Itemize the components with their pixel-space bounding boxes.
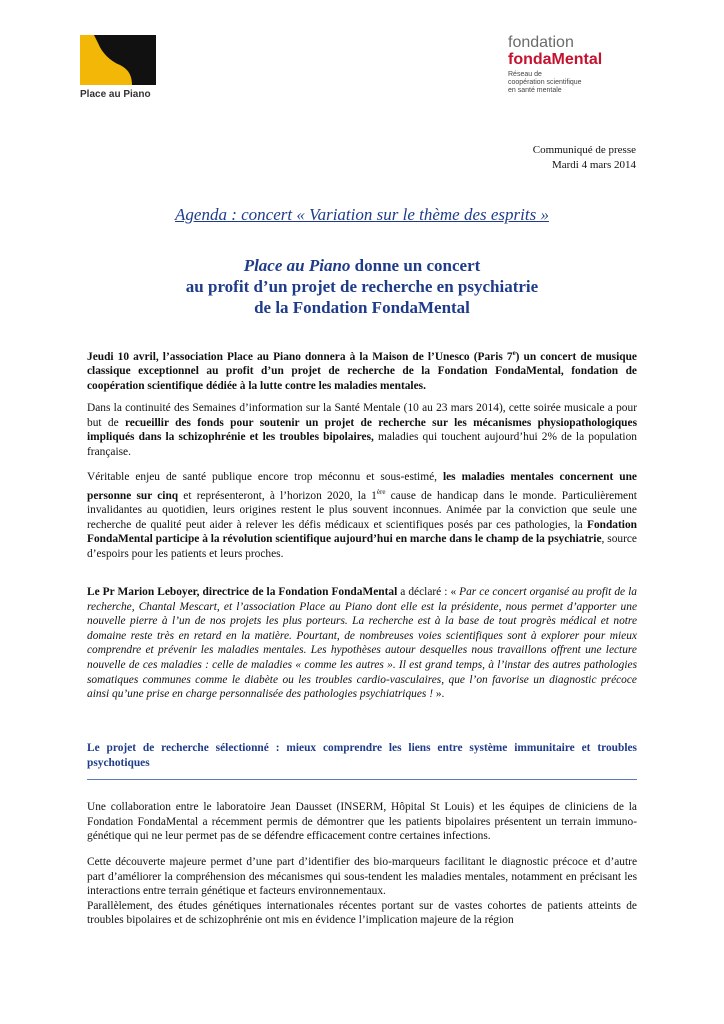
paragraph-quote: Le Pr Marion Leboyer, directrice de la Fondation FondaMental a déclaré : « Par ce concert organisé au profit de la recherche, Chantal Mescart, et l’association Place au Piano dont elle est la présidente, nous permet d’apporter une nouvelle pierre à l’un de nos projets les plus porteurs. La recherche est à la base de tout progrès médical et notre domaine reste très en retard en la matière. Pourtant, de nombreuses voies scientifiques sont à explorer pour mieux comprendre et prévenir les maladies mentales. Les hypothèses autour desquelles nous travaillons offrent une lecture nouvelle de ces maladies : celle de maladies « comme les autres ». Il est grand temps, à l’instar des autres pathologies somatiques communes comme le diabète ou les troubles cardio-vasculaires, que l’on favorise un diagnostic précoce ainsi qu’une prise en charge personnalisée des pathologies psychiatriques ! ».	[87, 586, 637, 701]
press-header	[533, 143, 636, 173]
title-italic: Place au Piano	[243, 256, 351, 275]
press-type: Communiqué de presse	[532, 144, 636, 156]
fondamental-tagline: Réseau de coopération scientifique en santé mentale	[508, 71, 582, 94]
document-title: Place au Piano donne un concert au profit d’un projet de recherche en psychiatrie de la Fondation FondaMental	[185, 256, 539, 317]
section-divider	[87, 779, 637, 780]
agenda-headline: Agenda : concert « Variation sur le thème des esprits »	[175, 205, 549, 224]
place-au-piano-caption: Place au Piano	[80, 89, 151, 100]
paragraph-enjeu: Véritable enjeu de santé publique encore trop méconnu et sous-estimé, les maladies mentales concernent une personne sur cinq et représenteront, à l’horizon 2020, la 1ère cause de handicap dans le monde. Particulièrement invalidantes au quotidien, leurs origines restent le plus souvent inconnues. Animée par la conviction que seule une recherche de qualité peut aider à relever les défis médicaux et scientifiques posés par ces pathologies, la Fondation FondaMental participe à la révolution scientifique aujourd’hui en marche dans le champ de la psychiatrie, source d’espoirs pour les patients et leurs proches.	[87, 471, 637, 560]
intro-paragraph: Jeudi 10 avril, l’association Place au Piano donnera à la Maison de l’Unesco (Paris 7e) un concert de musique classique exceptionnel au profit d’un projet de recherche de la Fondation FondaMental, fondation de coopération scientifique dédiée à la lutte contre les maladies mentales.	[87, 349, 637, 392]
place-au-piano-logo	[80, 35, 156, 100]
piano-silhouette-icon	[88, 35, 156, 85]
section-heading: Le projet de recherche sélectionné : mieux comprendre les liens entre système immunitaire et troubles psychotiques	[87, 742, 637, 769]
fondamental-logo	[508, 35, 648, 95]
paragraph-collaboration: Une collaboration entre le laboratoire Jean Dausset (INSERM, Hôpital St Louis) et les équipes de cliniciens de la Fondation FondaMental a récemment permis de démontrer que les patients bipolaires présentent un terrain immuno-génétique qui ne leur permet pas de se défendre efficacement contre certaines infections.	[87, 801, 637, 843]
paragraph-semaines: Dans la continuité des Semaines d’information sur la Santé Mentale (10 au 23 mars 2014), cette soirée musicale a pour but de recueillir des fonds pour soutenir un projet de recherche sur les mécanismes physiopathologiques impliqués dans la schizophrénie et les troubles bipolaires, maladies qui touchent aujourd’hui 2% de la population française.	[87, 402, 637, 458]
piano-logo-mark	[80, 35, 156, 85]
paragraph-decouverte: Cette découverte majeure permet d’une part d’identifier des bio-marqueurs facilitant le diagnostic précoce et d’autre part d’améliorer la compréhension des mécanismes qui sous-tendent les maladies mentales, notamment en précisant les interactions entre terrain génétique et facteurs environnementaux. Parallèlement, des études génétiques internationales récentes portant sur de vastes cohortes de patients atteints de troubles bipolaires et de schizophrénie ont mis en évidence l’implication majeure de la région	[87, 856, 637, 927]
fondamental-word: fondaMental	[508, 51, 603, 68]
press-date: Mardi 4 mars 2014	[551, 159, 636, 171]
fondation-word: fondation	[508, 34, 574, 51]
